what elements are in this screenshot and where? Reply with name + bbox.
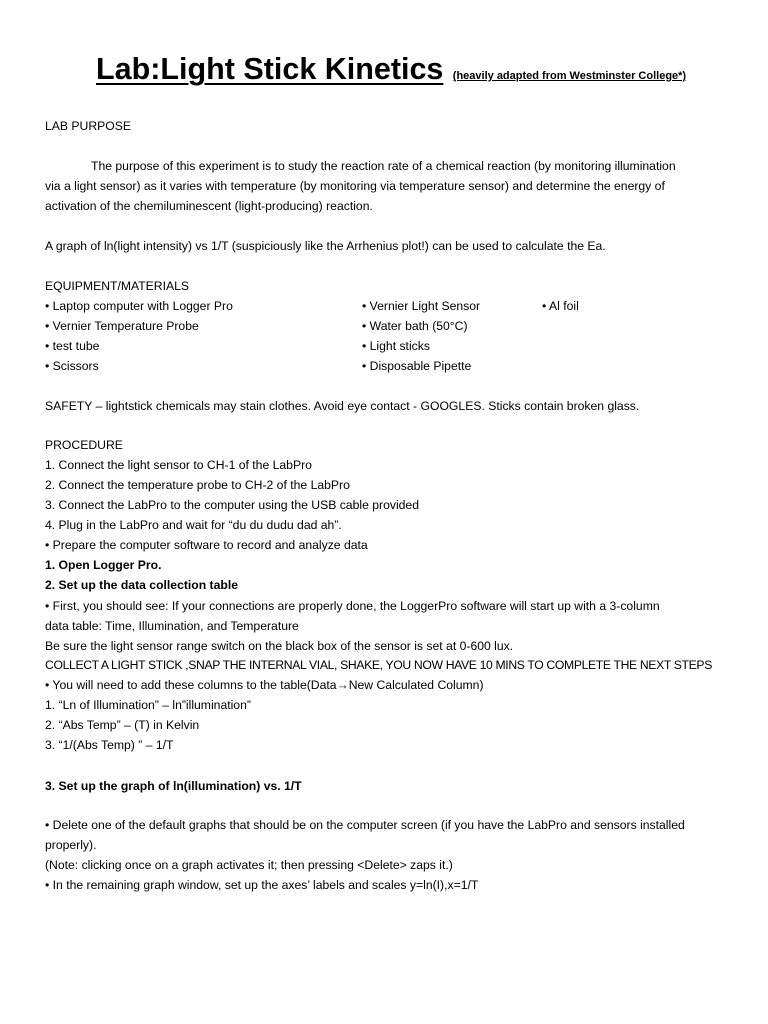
equipment-item: • Light sticks [362, 339, 430, 353]
equipment-item: • Al foil [542, 299, 579, 313]
procedure-step: 1. Open Logger Pro. [45, 558, 162, 572]
procedure-step: data table: Time, Illumination, and Temperature [45, 619, 299, 633]
procedure-step: properly). [45, 838, 97, 852]
procedure-step: • In the remaining graph window, set up the axes’ labels and scales y=ln(I),x=1/T [45, 878, 479, 892]
safety-note: SAFETY – lightstick chemicals may stain clothes. Avoid eye contact - GOOGLES. Sticks contain broken glass. [45, 399, 640, 413]
procedure-step: • Delete one of the default graphs that should be on the computer screen (if you have the LabPro and sensors installed [45, 818, 685, 832]
equipment-item: • Laptop computer with Logger Pro [45, 299, 233, 313]
procedure-step: 2. Connect the temperature probe to CH-2 of the LabPro [45, 478, 350, 492]
purpose-paragraph-line: The purpose of this experiment is to study the reaction rate of a chemical reaction (by monitoring illumination [91, 159, 676, 173]
procedure-step: • Prepare the computer software to record and analyze data [45, 538, 368, 552]
document-header [96, 52, 686, 87]
procedure-step: 2. Set up the data collection table [45, 578, 239, 592]
procedure-step: 1. “Ln of Illumination” – ln”illumination” [45, 698, 251, 712]
page-title: Lab:Light Stick Kinetics [96, 52, 444, 86]
procedure-step: 1. Connect the light sensor to CH-1 of the LabPro [45, 458, 312, 472]
procedure-step: Be sure the light sensor range switch on the black box of the sensor is set at 0-600 lux. [45, 639, 514, 653]
procedure-step: (Note: clicking once on a graph activates it; then pressing <Delete> zaps it.) [45, 858, 453, 872]
equipment-item: • Scissors [45, 359, 99, 373]
equipment-heading: EQUIPMENT/MATERIALS [45, 279, 190, 293]
procedure-step: 3. “1/(Abs Temp) ” – 1/T [45, 738, 174, 752]
purpose-paragraph-line: via a light sensor) as it varies with temperature (by monitoring via temperature sensor) and determine the energy of [45, 179, 665, 193]
page-subtitle: (heavily adapted from Westminster College*) [452, 70, 687, 82]
equipment-item: • test tube [45, 339, 100, 353]
procedure-step: 3. Connect the LabPro to the computer using the USB cable provided [45, 498, 419, 512]
equipment-item: • Water bath (50°C) [362, 319, 468, 333]
procedure-step: • You will need to add these columns to the table(Data→New Calculated Column) [45, 678, 484, 692]
purpose-paragraph-line: activation of the chemiluminescent (light-producing) reaction. [45, 199, 373, 213]
purpose-heading: LAB PURPOSE [45, 119, 132, 133]
step3-heading: 3. Set up the graph of ln(illumination) vs. 1/T [45, 779, 302, 793]
procedure-heading: PROCEDURE [45, 438, 123, 452]
equipment-item: • Vernier Light Sensor [362, 299, 481, 313]
procedure-step: 2. “Abs Temp” – (T) in Kelvin [45, 718, 200, 732]
procedure-step: • First, you should see: If your connections are properly done, the LoggerPro software will start up with a 3-column [45, 599, 660, 613]
procedure-step: 4. Plug in the LabPro and wait for “du du dudu dad ah”. [45, 518, 342, 532]
equipment-item: • Vernier Temperature Probe [45, 319, 199, 333]
procedure-step: COLLECT A LIGHT STICK ,SNAP THE INTERNAL VIAL, SHAKE, YOU NOW HAVE 10 MINS TO COMPLETE THE NEXT STEPS [45, 658, 712, 672]
arrhenius-note: A graph of ln(light intensity) vs 1/T (suspiciously like the Arrhenius plot!) can be used to calculate the Ea. [45, 239, 606, 253]
equipment-item: • Disposable Pipette [362, 359, 472, 373]
